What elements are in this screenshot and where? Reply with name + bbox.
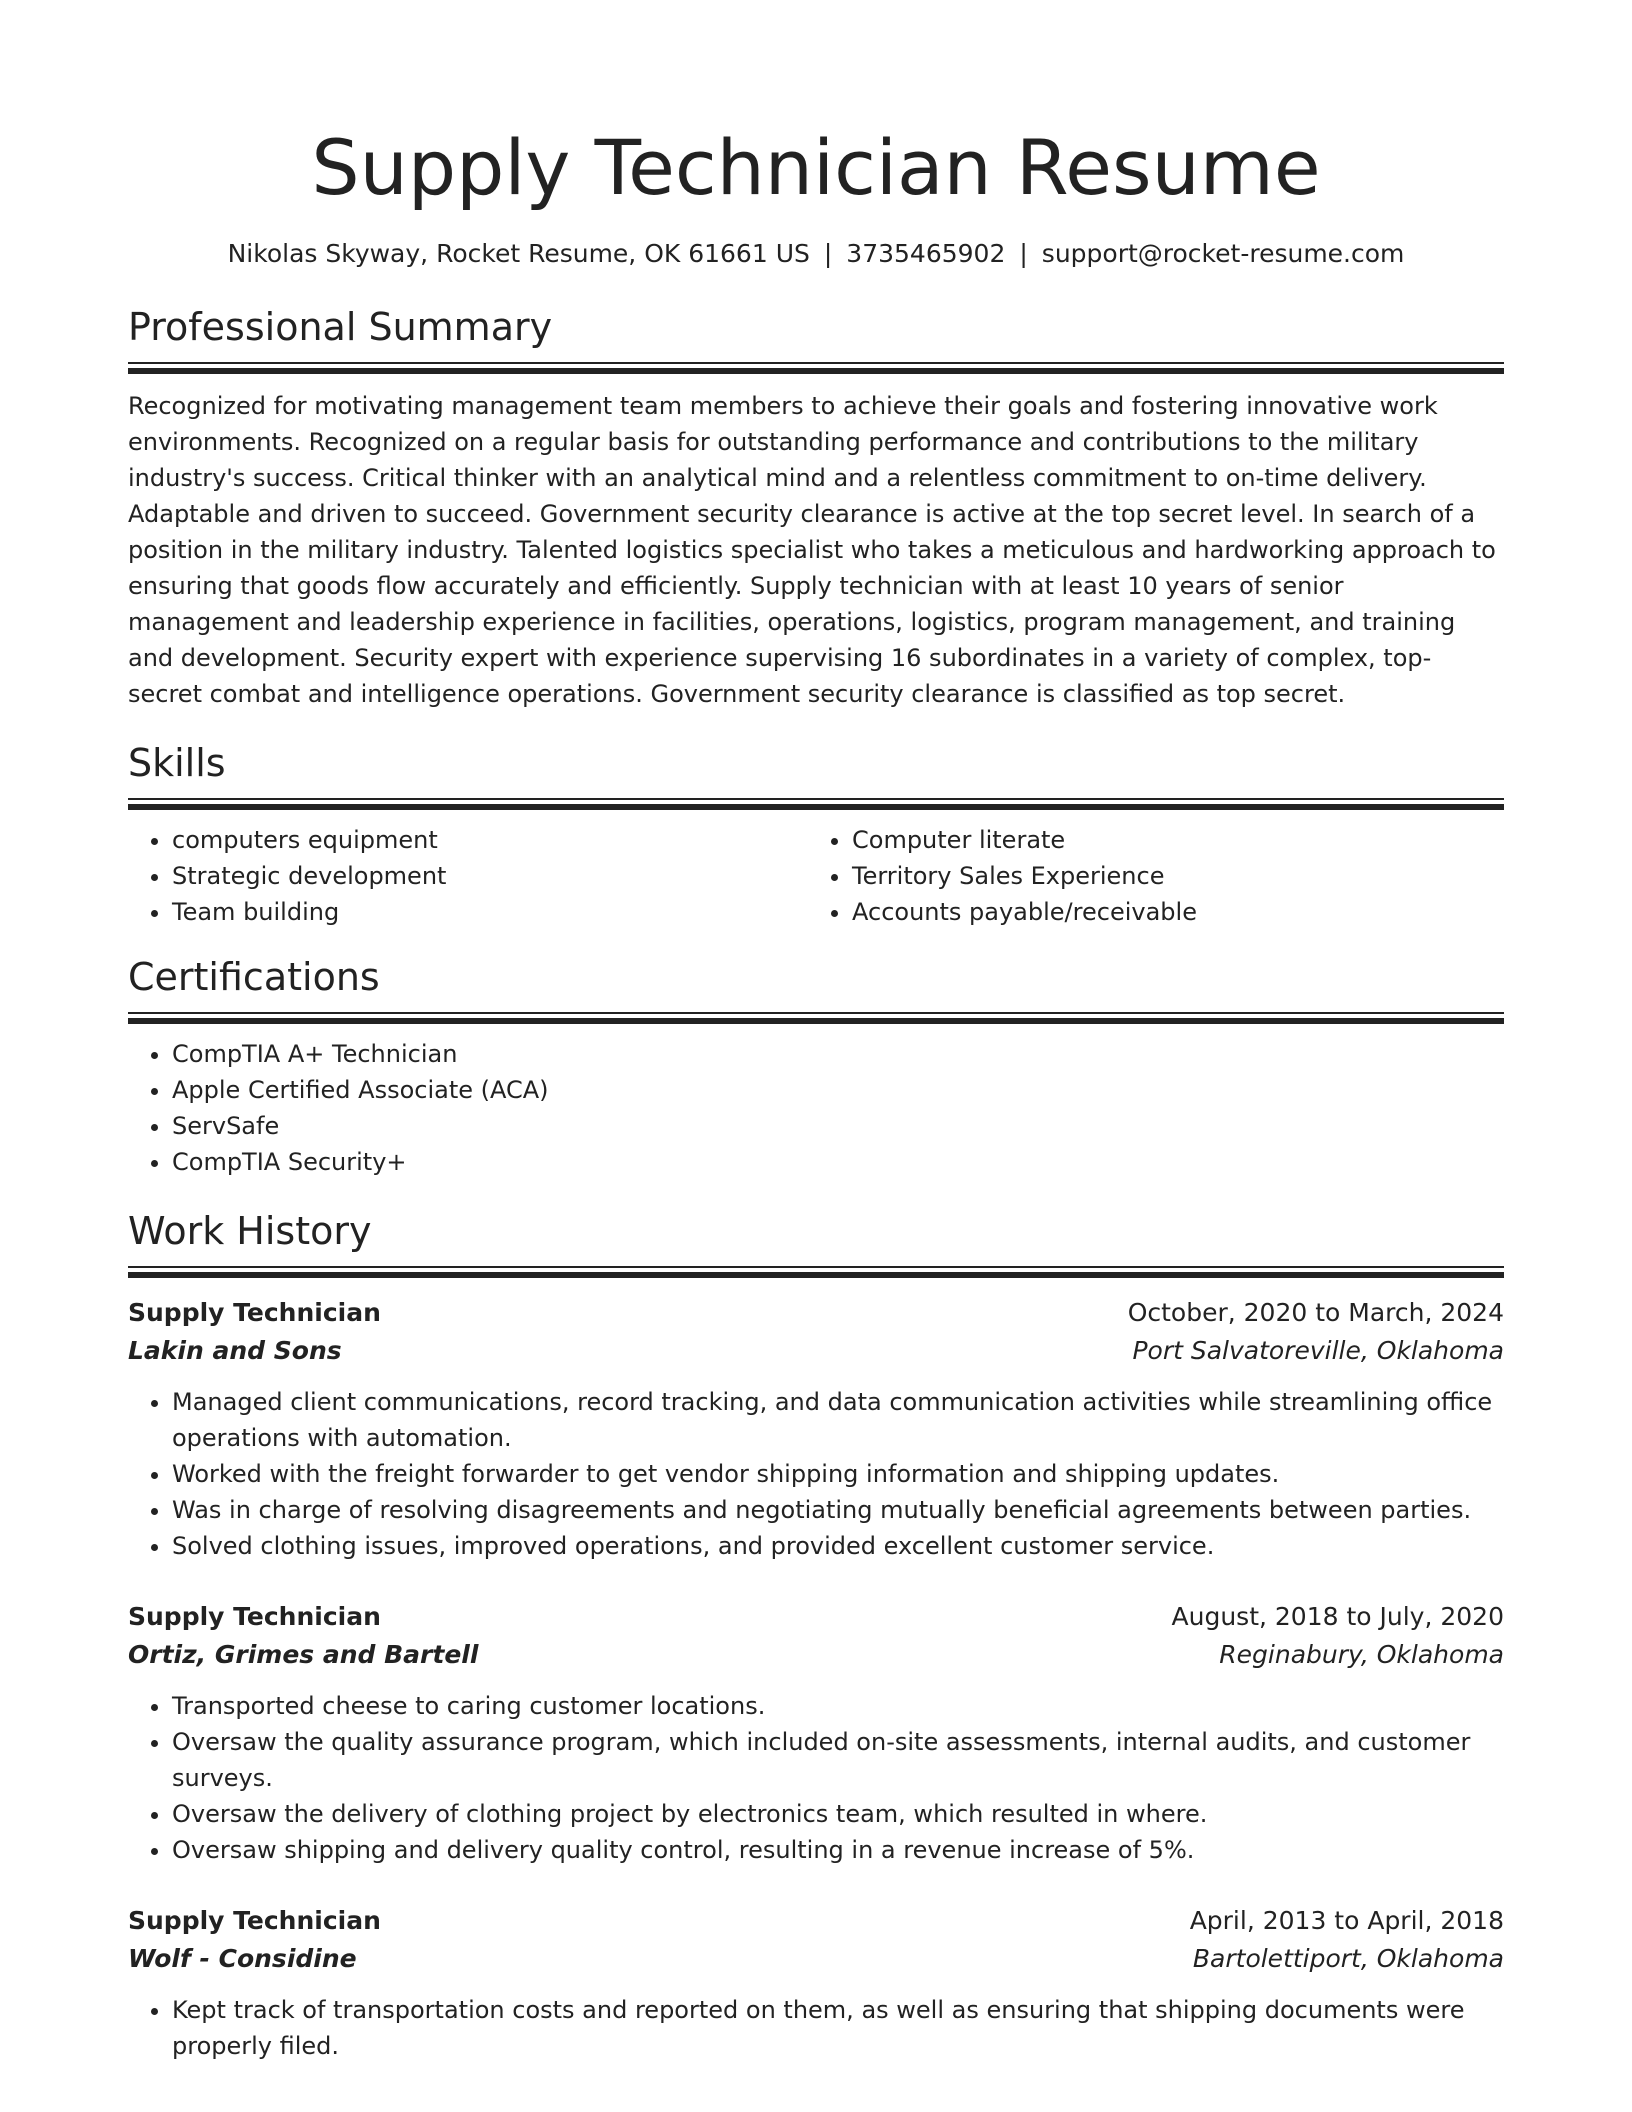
job-header-row — [128, 1294, 1504, 1332]
skills-grid — [128, 822, 1504, 930]
work-history-section — [128, 1206, 1504, 2064]
job-company: Ortiz, Grimes and Bartell — [128, 1640, 479, 1669]
list-item: • Accounts payable/receivable — [852, 894, 1488, 930]
work-history-heading: Work History — [128, 1209, 372, 1253]
list-item: • Kept track of transportation costs and reported on them, as well as ensuring that shipping documents were properly filed. — [172, 1992, 1504, 2064]
job-bullets — [128, 1992, 1504, 2064]
list-item: • Managed client communications, record tracking, and data communication activities while streamlining office operations with automation. — [172, 1384, 1504, 1456]
contact-separator: | — [823, 239, 833, 268]
job-dates: April, 2013 to April, 2018 — [1189, 1906, 1504, 1935]
job-company-row — [128, 1940, 1504, 1978]
job-company: Lakin and Sons — [128, 1336, 342, 1365]
job-entry — [128, 1598, 1504, 1868]
summary-section — [128, 302, 1504, 712]
job-bullets — [128, 1384, 1504, 1564]
job-header-row — [128, 1598, 1504, 1636]
list-item: • Computer literate — [852, 822, 1488, 858]
list-item: • Team building — [172, 894, 808, 930]
section-divider — [128, 1012, 1504, 1024]
job-header-row — [128, 1902, 1504, 1940]
contact-address: Nikolas Skyway, Rocket Resume, OK 61661 US — [227, 239, 810, 268]
list-item: • Territory Sales Experience — [852, 858, 1488, 894]
job-dates: October, 2020 to March, 2024 — [1127, 1298, 1504, 1327]
list-item: • Worked with the freight forwarder to get vendor shipping information and shipping updates. — [172, 1456, 1504, 1492]
job-title: Supply Technician — [128, 1602, 381, 1631]
list-item: • Transported cheese to caring customer locations. — [172, 1688, 1504, 1724]
job-company-row — [128, 1636, 1504, 1674]
certifications-heading: Certifications — [128, 955, 380, 999]
certifications-list — [128, 1036, 1504, 1180]
list-item: • Strategic development — [172, 858, 808, 894]
section-divider — [128, 798, 1504, 810]
page-title: Supply Technician Resume — [311, 123, 1321, 212]
skills-left-list — [128, 822, 808, 930]
list-item: • Oversaw the quality assurance program, which included on-site assessments, internal audits, and customer surveys. — [172, 1724, 1504, 1796]
skills-heading: Skills — [128, 741, 226, 785]
contact-phone: 3735465902 — [846, 239, 1006, 268]
list-item: • computers equipment — [172, 822, 808, 858]
job-company-row — [128, 1332, 1504, 1370]
job-company: Wolf - Considine — [128, 1944, 357, 1973]
job-location: Bartolettiport, Oklahoma — [1192, 1944, 1504, 1973]
job-entry — [128, 1294, 1504, 1564]
summary-text: Recognized for motivating management team members to achieve their goals and fostering innovative work environments. Recognized on a regular basis for outstanding performance and contributions to the military industry's success. Critical thinker with an analytical mind and a relentless commitment to on-time delivery. Adaptable and driven to succeed. Government security clearance is active at the top secret level. In search of a position in the military industry. Talented logistics specialist who takes a meticulous and hardworking approach to ensuring that goods flow accurately and efficiently. Supply technician with at least 10 years of senior management and leadership experience in facilities, operations, logistics, program management, and training and development. Security expert with experience supervising 16 subordinates in a variety of complex, top-secret combat and intelligence operations. Government security clearance is classified as top secret. — [128, 392, 1496, 708]
skills-section — [128, 738, 1504, 930]
list-item: • CompTIA Security+ — [172, 1144, 1504, 1180]
list-item: • Oversaw shipping and delivery quality control, resulting in a revenue increase of 5%. — [172, 1832, 1504, 1868]
job-title: Supply Technician — [128, 1906, 381, 1935]
contact-email: support@rocket-resume.com — [1041, 239, 1405, 268]
job-location: Reginabury, Oklahoma — [1219, 1640, 1504, 1669]
job-bullets — [128, 1688, 1504, 1868]
contact-separator: | — [1019, 239, 1028, 268]
skills-right-list — [808, 822, 1488, 930]
list-item: • ServSafe — [172, 1108, 1504, 1144]
list-item: • Oversaw the delivery of clothing project by electronics team, which resulted in where. — [172, 1796, 1504, 1832]
job-entry — [128, 1902, 1504, 2064]
list-item: • CompTIA A+ Technician — [172, 1036, 1504, 1072]
list-item: • Solved clothing issues, improved operations, and provided excellent customer service. — [172, 1528, 1504, 1564]
job-dates: August, 2018 to July, 2020 — [1171, 1602, 1504, 1631]
contact-line — [128, 236, 1504, 272]
section-divider — [128, 362, 1504, 374]
summary-heading: Professional Summary — [128, 305, 553, 349]
list-item: • Apple Certified Associate (ACA) — [172, 1072, 1504, 1108]
job-title: Supply Technician — [128, 1298, 381, 1327]
certifications-section — [128, 952, 1504, 1180]
list-item: • Was in charge of resolving disagreements and negotiating mutually beneficial agreements between parties. — [172, 1492, 1504, 1528]
job-location: Port Salvatoreville, Oklahoma — [1132, 1336, 1504, 1365]
section-divider — [128, 1266, 1504, 1278]
